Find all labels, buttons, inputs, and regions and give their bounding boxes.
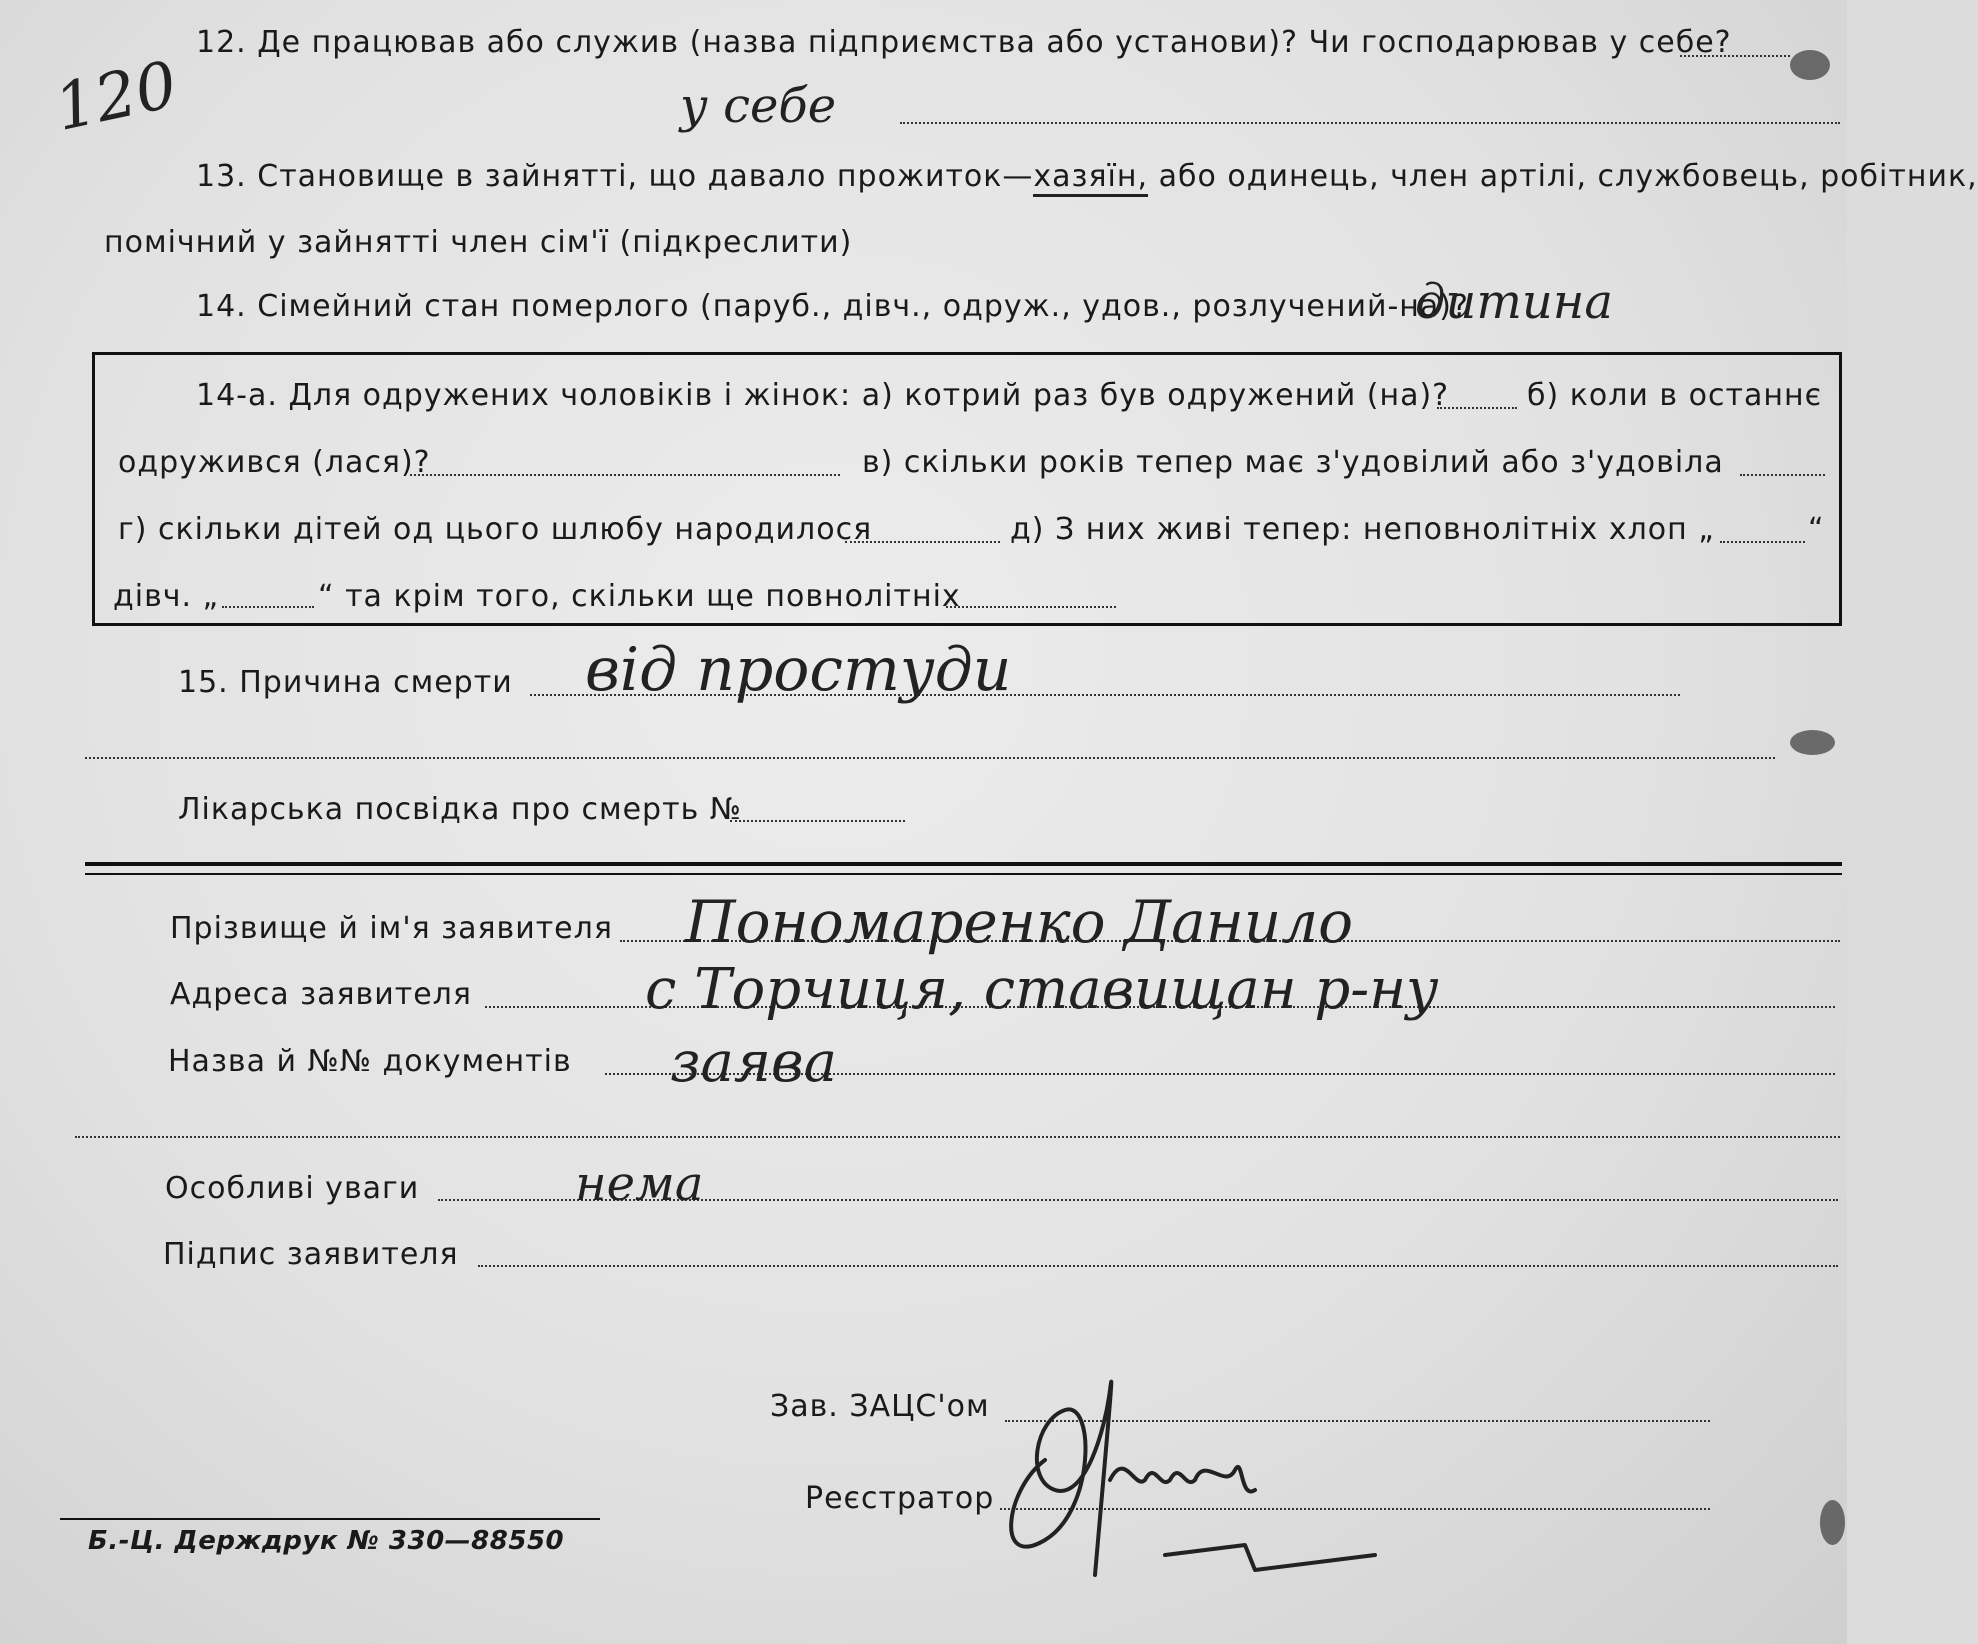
q14a-a-dots bbox=[1437, 407, 1517, 409]
q14a-children-dots bbox=[845, 541, 1000, 543]
ink-smudge bbox=[1820, 1500, 1845, 1545]
applicant-name-label: Прізвище й ім'я заявителя bbox=[170, 911, 613, 946]
q14a-line1: 14-а. Для одружених чоловіків і жінок: а) котрий раз був одружений (на)? bbox=[196, 378, 1450, 413]
q14a-line1b: б) коли в останнє bbox=[1527, 378, 1823, 413]
q14a-line4b: “ та крім того, скільки ще повнолітніх bbox=[318, 579, 961, 614]
med-cert-dots bbox=[730, 820, 905, 822]
separator-bottom bbox=[85, 873, 1842, 875]
head-label: Зав. ЗАЦС'ом bbox=[770, 1389, 990, 1424]
applicant-name-answer: Пономаренко Данило bbox=[685, 888, 1354, 956]
q12-answer: у себе bbox=[680, 78, 837, 134]
q14-answer: дитина bbox=[1415, 274, 1613, 330]
q12-dots bbox=[1680, 55, 1790, 57]
q13-suffix: або одинець, член артілі, службовець, робітник, bbox=[1148, 159, 1978, 194]
printer-rule bbox=[60, 1518, 600, 1520]
q14-label: 14. Сімейний стан померлого (паруб., дівч., одруж., удов., розлучений-на)? bbox=[196, 289, 1469, 324]
remarks-label: Особливі уваги bbox=[165, 1171, 420, 1206]
registrar-signature bbox=[985, 1340, 1415, 1580]
q14a-adults-dots bbox=[946, 606, 1116, 608]
q12-answer-dots bbox=[900, 122, 1840, 124]
q15-dots-2 bbox=[85, 757, 1775, 759]
registrar-label: Реєстратор bbox=[805, 1481, 995, 1516]
q14a-line2a: одружився (лася)? bbox=[118, 445, 431, 480]
q14a-widowed-dots bbox=[1740, 474, 1825, 476]
q14a-line3c: “ bbox=[1808, 512, 1825, 547]
documents-label: Назва й №№ документів bbox=[168, 1044, 572, 1079]
q15-answer: від простуди bbox=[585, 635, 1012, 705]
q14a-line2b: в) скільки років тепер має з'удовілий або з'удовіла bbox=[862, 445, 1724, 480]
applicant-address-label: Адреса заявителя bbox=[170, 977, 472, 1012]
q14a-girls-dots bbox=[222, 606, 314, 608]
q14a-line3b: д) З них живі тепер: неповнолітніх хлоп „ bbox=[1010, 512, 1715, 547]
documents-dots-2 bbox=[75, 1136, 1840, 1138]
signature-dots bbox=[478, 1265, 1838, 1267]
margin-note: 120 bbox=[48, 48, 184, 146]
q15-label: 15. Причина смерти bbox=[178, 665, 513, 700]
applicant-address-answer: с Торчиця, ставищан р-ну bbox=[645, 957, 1439, 1022]
separator-top bbox=[85, 862, 1842, 866]
ink-smudge bbox=[1790, 730, 1835, 755]
signature-label: Підпис заявителя bbox=[163, 1237, 459, 1272]
q14a-boys-dots bbox=[1720, 541, 1805, 543]
q14a-line4a: дівч. „ bbox=[113, 579, 220, 614]
q14a-married-dots bbox=[410, 474, 840, 476]
documents-answer: заява bbox=[670, 1030, 837, 1095]
q12-label: 12. Де працював або служив (назва підприємства або установи)? Чи господарював у себе? bbox=[196, 25, 1732, 60]
q13-underlined-option: хазяїн, bbox=[1033, 159, 1148, 197]
q14a-line3a: г) скільки дітей од цього шлюбу народилося bbox=[118, 512, 873, 547]
ink-smudge bbox=[1790, 50, 1830, 80]
remarks-answer: нема bbox=[575, 1156, 704, 1212]
q13-line1 bbox=[196, 159, 1978, 194]
q13-line2: помічний у зайнятті член сім'ї (підкреслити) bbox=[104, 225, 853, 260]
printer-imprint: Б.-Ц. Держдрук № 330—88550 bbox=[88, 1526, 565, 1556]
q13-prefix: 13. Становище в зайнятті, що давало прожиток— bbox=[196, 159, 1034, 194]
med-cert-label: Лікарська посвідка про смерть № bbox=[178, 792, 742, 827]
